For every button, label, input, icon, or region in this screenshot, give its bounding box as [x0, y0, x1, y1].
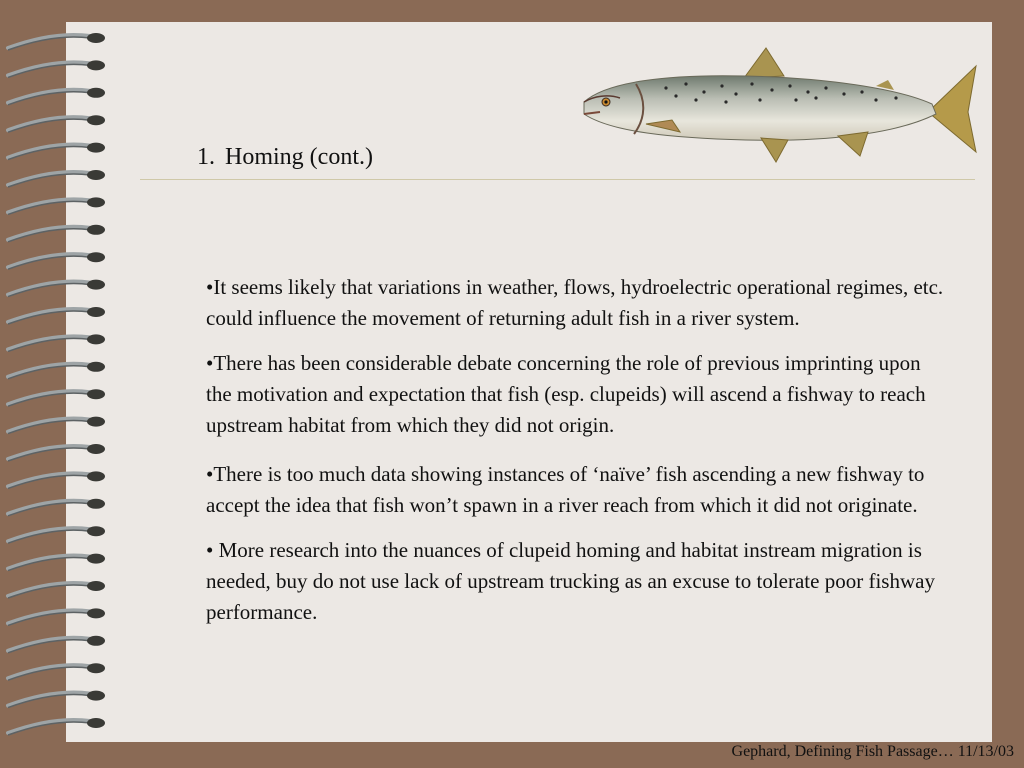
binding-hole [87, 718, 105, 728]
binding-hole [87, 581, 105, 591]
bullet-naive-fish: •There is too much data showing instances of ‘naïve’ fish ascending a new fishway to accept the idea that fish won’t spawn in a river reach from which it did not originate. [206, 462, 925, 517]
binding-hole [87, 33, 105, 43]
title-text: Homing (cont.) [225, 144, 373, 170]
binding-hole [87, 88, 105, 98]
salmon-illustration [576, 40, 984, 190]
binding-hole [87, 389, 105, 399]
bullet-more-research: • More research into the nuances of clupeid homing and habitat instream migration is needed, buy do not use lack of upstream trucking as an excuse to tolerate poor fishway performance. [206, 538, 935, 624]
binding-hole [87, 417, 105, 427]
spiral-binding [0, 10, 138, 750]
binding-hole [87, 608, 105, 618]
binding-hole [87, 636, 105, 646]
slide-footer: Gephard, Defining Fish Passage… 11/13/03 [731, 743, 1014, 760]
binding-hole [87, 554, 105, 564]
bullet-list [206, 272, 946, 642]
binding-hole [87, 197, 105, 207]
binding-hole [87, 526, 105, 536]
slide-title [197, 144, 373, 171]
binding-hole [87, 143, 105, 153]
binding-hole [87, 471, 105, 481]
binding-hole [87, 170, 105, 180]
binding-hole [87, 444, 105, 454]
binding-hole [87, 362, 105, 372]
binding-hole [87, 280, 105, 290]
binding-hole [87, 691, 105, 701]
bullet-imprinting-debate: •There has been considerable debate concerning the role of previous imprinting upon the motivation and expectation that fish (esp. clupeids) will ascend a fishway to reach upstream habitat from which they did not origin. [206, 351, 926, 437]
title-number: 1. [197, 144, 215, 170]
binding-hole [87, 115, 105, 125]
binding-hole [87, 60, 105, 70]
binding-hole [87, 307, 105, 317]
binding-hole [87, 334, 105, 344]
binding-hole [87, 499, 105, 509]
binding-hole [87, 225, 105, 235]
binding-hole [87, 252, 105, 262]
binding-hole [87, 663, 105, 673]
bullet-weather-flows: •It seems likely that variations in weather, flows, hydroelectric operational regimes, etc. could influence the movement of returning adult fish in a river system. [206, 275, 944, 330]
